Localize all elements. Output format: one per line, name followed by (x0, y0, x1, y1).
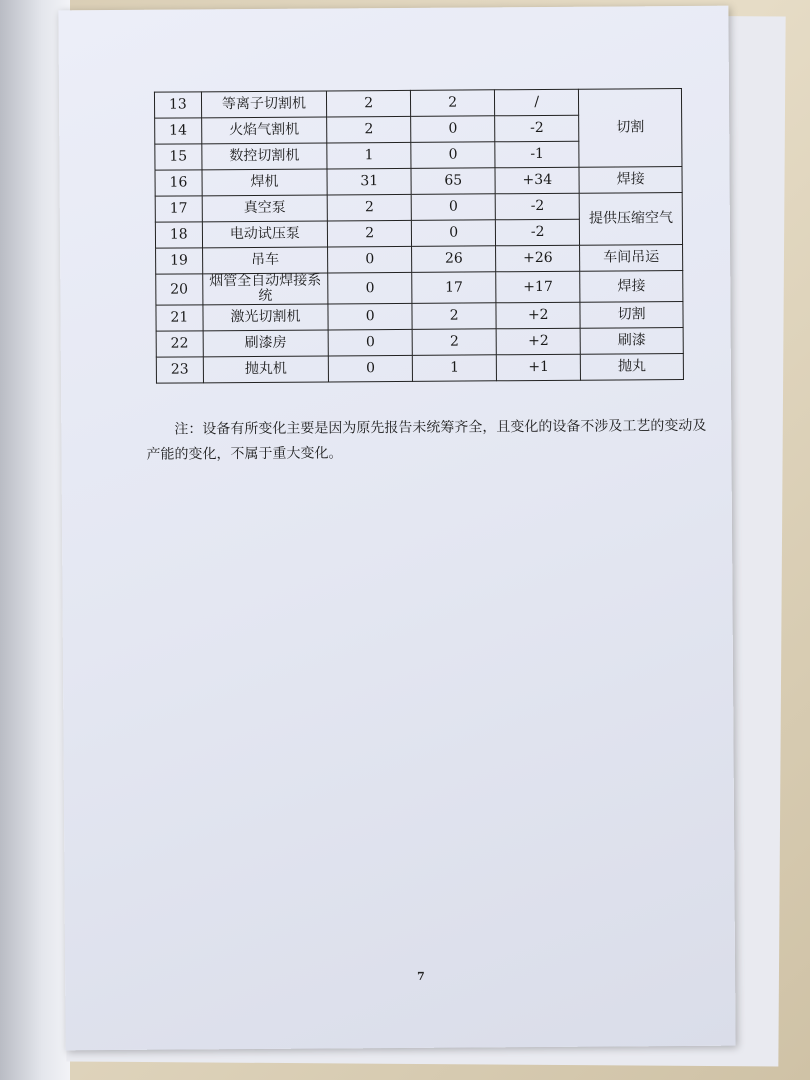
cell-no: 14 (155, 118, 202, 144)
cell-after: 2 (412, 329, 496, 356)
cell-change: -1 (495, 141, 579, 168)
cell-no: 16 (155, 170, 202, 196)
cell-before: 0 (328, 272, 412, 304)
cell-purpose: 提供压缩空气 (579, 193, 682, 246)
cell-purpose: 焊接 (579, 167, 682, 194)
cell-name: 烟管全自动焊接系统 (202, 273, 328, 305)
cell-purpose: 抛丸 (581, 353, 684, 380)
table-row (155, 193, 682, 223)
document-page (58, 6, 735, 1051)
cell-before: 2 (327, 116, 411, 143)
cell-after: 2 (411, 90, 495, 117)
cell-change: -2 (495, 193, 579, 220)
cell-purpose: 切割 (579, 89, 682, 168)
cell-before: 2 (327, 194, 411, 221)
cell-before: 0 (328, 246, 412, 273)
cell-before: 2 (328, 220, 412, 247)
table-row (156, 244, 683, 274)
table-row (156, 270, 683, 305)
cell-before: 0 (328, 355, 412, 382)
table-row (154, 89, 681, 119)
cell-before: 31 (327, 168, 411, 195)
cell-before: 0 (328, 329, 412, 356)
cell-name: 数控切割机 (201, 143, 327, 170)
cell-no: 20 (156, 274, 203, 305)
cell-name: 等离子切割机 (201, 91, 327, 118)
cell-before: 1 (327, 142, 411, 169)
cell-after: 26 (412, 246, 496, 273)
cell-name: 抛丸机 (203, 356, 329, 383)
cell-purpose: 车间吊运 (580, 244, 683, 271)
cell-name: 焊机 (202, 169, 328, 196)
equipment-table (154, 88, 684, 384)
cell-after: 1 (412, 355, 496, 382)
cell-change: -2 (496, 219, 580, 246)
cell-name: 激光切割机 (203, 304, 329, 331)
cell-no: 13 (154, 92, 201, 118)
cell-no: 17 (155, 196, 202, 222)
table-note: 注：设备有所变化主要是因为原先报告未统筹齐全，且变化的设备不涉及工艺的变动及产能的变化，不属于重大变化。 (146, 417, 707, 463)
table-row (156, 327, 683, 357)
cell-after: 17 (412, 272, 496, 304)
page-number: 7 (417, 969, 425, 983)
cell-change: +2 (496, 328, 580, 355)
cell-change: +34 (495, 167, 579, 194)
cell-no: 21 (156, 305, 203, 331)
cell-after: 0 (412, 220, 496, 247)
cell-change: -2 (495, 115, 579, 142)
table-row (156, 353, 683, 383)
cell-no: 23 (156, 357, 203, 383)
cell-purpose: 刷漆 (580, 327, 683, 354)
table-row (156, 301, 683, 331)
cell-change: +1 (497, 354, 581, 381)
cell-name: 火焰气割机 (201, 117, 327, 144)
cell-no: 19 (156, 248, 203, 274)
table-row (155, 167, 682, 197)
cell-before: 0 (328, 303, 412, 330)
cell-after: 0 (411, 142, 495, 169)
cell-after: 0 (411, 194, 495, 221)
cell-before: 2 (327, 90, 411, 117)
cell-name: 电动试压泵 (202, 221, 328, 248)
cell-purpose: 焊接 (580, 270, 683, 302)
cell-after: 65 (411, 168, 495, 195)
cell-change: +17 (496, 271, 580, 303)
cell-change: / (495, 89, 579, 116)
cell-name: 刷漆房 (203, 330, 329, 357)
cell-change: +2 (496, 302, 580, 329)
cell-change: +26 (496, 245, 580, 272)
cell-purpose: 切割 (580, 301, 683, 328)
cell-name: 吊车 (202, 247, 328, 274)
cell-name: 真空泵 (202, 195, 328, 222)
cell-no: 22 (156, 331, 203, 357)
cell-after: 2 (412, 303, 496, 330)
cell-no: 15 (155, 144, 202, 170)
cell-after: 0 (411, 116, 495, 143)
cell-no: 18 (155, 222, 202, 248)
